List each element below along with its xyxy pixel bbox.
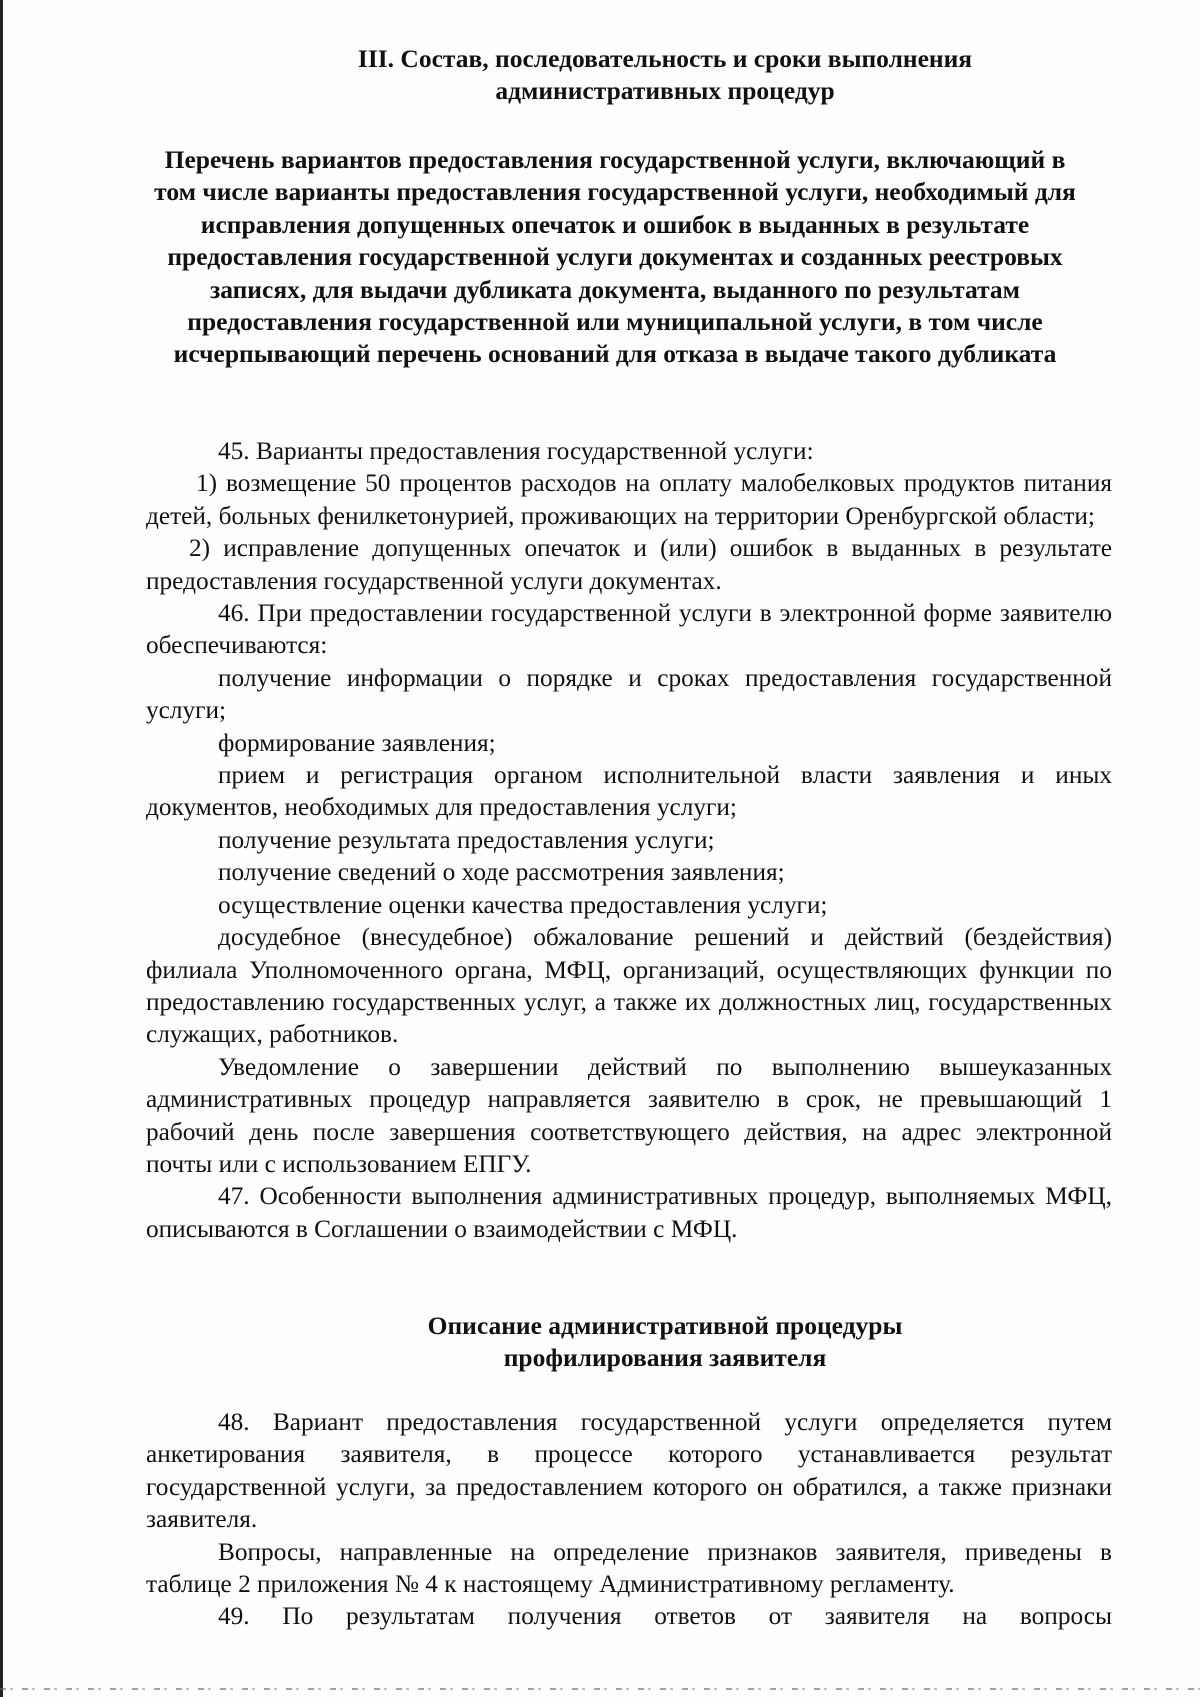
section-title: III. Состав, последовательность и сроки выполнения административных процедур bbox=[357, 44, 973, 106]
paragraph: 49. По результатам получения ответов от заявителя на вопросы bbox=[218, 1602, 1112, 1631]
paragraph: получение сведений о ходе рассмотрения заявления; bbox=[218, 858, 785, 887]
paragraph: осуществление оценки качества предоставления услуги; bbox=[218, 890, 828, 919]
scan-artifact bbox=[0, 1688, 1200, 1690]
paragraph: прием и регистрация органом исполнительной власти заявления и иных документов, необходимых для предоставления услуги; bbox=[146, 761, 1112, 822]
paragraph: получение информации о порядке и сроках предоставления государственной услуги; bbox=[146, 663, 1112, 725]
body-block-1 bbox=[146, 435, 1112, 1245]
paragraph: 46. При предоставлении государственной услуги в электронной форме заявителю обеспечиваются: bbox=[146, 599, 1112, 660]
paragraph: получение результата предоставления услуги; bbox=[218, 825, 715, 854]
paragraph: 48. Вариант предоставления государственной услуги определяется путем анкетирования заявителя, в процессе которого устанавливается результат государственной услуги, за предоставлением которого он обратился, а также признаки заявителя. bbox=[146, 1408, 1112, 1534]
paragraph: формирование заявления; bbox=[218, 728, 496, 757]
paragraph: 1) возмещение 50 процентов расходов на оплату малобелковых продуктов питания детей, больных фенилкетонурией, проживающих на территории Оренбургской области; bbox=[146, 469, 1112, 530]
scan-edge bbox=[0, 0, 3, 1697]
paragraph: 2) исправление допущенных опечаток и (или) ошибок в выданных в результате предоставления государственной услуги документах. bbox=[146, 534, 1112, 595]
paragraph: 47. Особенности выполнения административных процедур, выполняемых МФЦ, описываются в Соглашении о взаимодействии с МФЦ. bbox=[146, 1182, 1112, 1243]
paragraph: досудебное (внесудебное) обжалование решений и действий (бездействия) филиала Уполномоченного органа, МФЦ, организаций, осуществляющих функции по предоставлению государственных услуг, а также их должностных лиц, государственных служащих, работников. bbox=[146, 923, 1112, 1049]
section2-title: Описание административной процедуры профилирования заявителя bbox=[427, 1311, 903, 1373]
paragraph: Уведомление о завершении действий по выполнению вышеуказанных административных процедур направляется заявителю в срок, не превышающий 1 рабочий день после завершения соответствующего действия, на адрес электронной почты или с использованием ЕПГУ. bbox=[146, 1052, 1112, 1178]
paragraph: Вопросы, направленные на определение признаков заявителя, приведены в таблице 2 приложения № 4 к настоящему Административному регламенту. bbox=[146, 1537, 1112, 1599]
subsection-title: Перечень вариантов предоставления государственной услуги, включающий в том числе варианты предоставления государственной услуги, необходимый для исправления допущенных опечаток и ошибок в выданных в результате предоставления государственной услуги документах и созданных реестровых записях, для выдачи дубликата документа, выданного по результатам предоставления государственной или муниципальной услуги, в том числе исчерпывающий перечень оснований для отказа в выдаче такого дубликата bbox=[154, 145, 1076, 369]
body-block-2 bbox=[146, 1406, 1112, 1633]
paragraph: 45. Варианты предоставления государственной услуги: bbox=[218, 437, 814, 465]
